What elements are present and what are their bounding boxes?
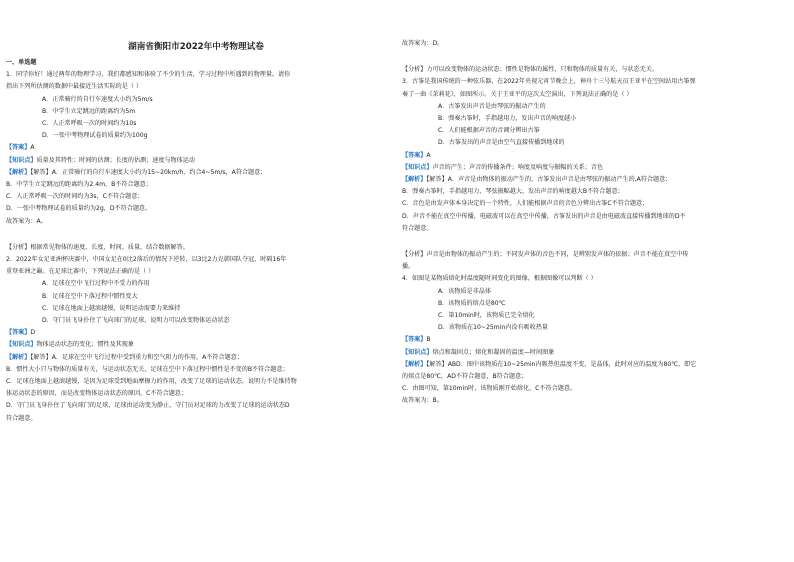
explanation-text: 【解答】A．声音是由物体的振动产生的，古筝发出声音是由琴弦的振动产生的,A符合题意；: [426, 176, 672, 184]
explanation-text: B．惯性大小只与物体的质量有关，与运动状态无关，足球在空中下落过程中惯性是不变的B不符合题意；: [6, 365, 289, 373]
explanation-text: 故答案为：B。: [402, 397, 443, 405]
option-c: C．第10min时，该物质已完全熔化: [438, 312, 535, 320]
question-stem: 4．如图是某物质熔化时温度随时间变化的图像，根据图像可以判断（ ）: [402, 275, 597, 283]
option-b: B．足球在空中下落过程中惯性变大: [42, 292, 138, 300]
question-stem: 指出下列所估测的数据中最接近生活实际的是（ ）: [6, 83, 142, 91]
explanation-text: 【解答】ABD．图中该物质在10~25min内吸热但温度不变，是晶体，此时对应的温度为80℃，即它: [426, 360, 697, 368]
explanation-text: C．足球在地面上越滚越慢，是因为足球受到地面摩擦力的作用，改变了足球的运动状态，说明力不是维持物: [6, 378, 297, 386]
explanation-text: C．音色是由发声体本身决定的一个特性，人们能根据声音的音色分辨出古筝C不符合题意；: [402, 200, 649, 208]
question-stem: 重登亚洲之巅。在足球比赛中，下列说法正确的是（ ）: [6, 268, 155, 276]
section-heading: 一、单选题: [6, 59, 37, 66]
knowledge-tag: 【知识点】: [6, 341, 37, 349]
option-c: C．足球在地面上越滚越慢，说明运动需要力来维持: [42, 304, 181, 312]
explanation-text: B．中学生立定跳远的距离约为2.4m，B不符合题意；: [6, 181, 152, 189]
explanation-line: [6, 167, 386, 179]
answer-tag: 【答案】: [6, 144, 31, 152]
explanation-tag: 【解析】: [6, 353, 31, 361]
option-b: B．弹奏古筝时，手指越用力，发出声音的响度越小: [438, 115, 577, 123]
knowledge-tag: 【知识点】: [6, 156, 37, 164]
knowledge-value: 物体运动状态的变化；惯性及其现象: [36, 341, 134, 349]
option-d: D．该物质在10~25min内没有吸收热量: [438, 324, 548, 332]
question-1: [6, 69, 386, 254]
answer-value: B: [426, 336, 431, 344]
answer-line: [402, 334, 782, 346]
question-stem: 2．2022年女足亚洲杯决赛中，中国女足在0比2落后的情况下逆转，以3比2力克韩国队夺冠，时隔16年: [6, 256, 287, 264]
analysis-text: 播。: [402, 263, 415, 271]
option-a: A．古筝发出声音是由琴弦的振动产生的: [438, 102, 546, 110]
question-stem: 1．同学你好！通过两年的物理学习，我们都感知和体验了不少的生活，学习过程中所遇到的物理量。请你: [6, 71, 291, 79]
explanation-text: D．声音不能在真空中传播，电磁波可以在真空中传播，古筝发出的声音是由电磁波直接传播到地球的D不: [402, 212, 686, 220]
explanation-text: D．一张中考物理试卷的质量约为2g，D不符合题意。: [6, 205, 152, 213]
option-a: A．足球在空中飞行过程中不受力的作用: [42, 280, 150, 288]
question-3: [402, 76, 782, 273]
explanation-text: 故答案为：A。: [6, 217, 47, 225]
explanation-text: C．由图可知，第10min时，该物质刚开始熔化，C不符合题意。: [402, 385, 577, 393]
explanation-line: [402, 359, 782, 371]
explanation-line: [402, 174, 782, 186]
option-d: D．守门员飞身扑住了飞向球门的足球，说明力可以改变物体运动状态: [42, 317, 230, 325]
analysis-text: 【分析】声音是由物体的振动产生的；不同发声体的音色不同，是辨别发声体的依据；声音不能在真空中传: [402, 251, 689, 259]
question-4: [402, 273, 782, 407]
knowledge-value: 质量及其特性；时间的估测；长度的估测；速度与物体运动: [36, 156, 195, 164]
explanation-text: 符合题意。: [402, 224, 433, 232]
answer-tag: 【答案】: [402, 151, 427, 159]
knowledge-value: 声音的产生；声音的传播条件；响度及响度与振幅的关系；音色: [432, 163, 604, 171]
knowledge-line: [402, 162, 782, 174]
answer-value: A: [426, 151, 431, 159]
explanation-tag: 【解析】: [6, 168, 31, 176]
analysis-text: 【分析】根据常见物体的速度、长度、时间、质量，结合数据解答。: [6, 243, 189, 251]
question-2: [6, 254, 386, 425]
answer-line: [402, 150, 782, 162]
explanation-text: 【解答】A．足球在空中飞行过程中受到重力和空气阻力的作用，A不符合题意；: [30, 353, 243, 361]
explanation-tag: 【解析】: [402, 360, 427, 368]
right-column: [402, 38, 782, 408]
option-b: B．该物质的熔点是80℃: [438, 299, 506, 307]
answer-conclusion: 故答案为：D。: [402, 40, 444, 47]
option-b: B．中学生立定跳远的距离约为5m: [42, 107, 136, 115]
analysis-text: 【分析】力可以改变物体的运动状态；惯性是物体的属性，只和物体的质量有关，与状态无关。: [402, 66, 658, 74]
answer-line: [6, 327, 386, 339]
answer-tag: 【答案】: [402, 336, 427, 344]
option-d: D．一张中考物理试卷的质量约为100g: [42, 132, 148, 140]
question-stem: 奏了一曲《茉莉花》，如图所示。关于王亚平的这次太空演出，下列说法正确的是（ ）: [402, 90, 633, 98]
knowledge-line: [6, 155, 386, 167]
answer-line: [6, 142, 386, 154]
explanation-text: C．人正常呼吸一次的时间约为3s，C不符合题意；: [6, 193, 144, 201]
option-a: A．该物质是非晶体: [438, 287, 491, 295]
option-c: C．人正常呼吸一次的时间约为10s: [42, 120, 137, 128]
page-title: 湖南省衡阳市2022年中考物理试卷: [128, 42, 264, 52]
knowledge-value: 熔点和凝固点；熔化和凝固的温度—时间图象: [432, 348, 555, 356]
explanation-text: 【解答】A．正常骑行的自行车速度大小约为15~20km/h，约合4~5m/s，A符合题意；: [30, 168, 267, 176]
left-column: [6, 0, 386, 425]
explanation-text: 体运动状态的原因，而是改变物体运动状态的原因，C不符合题意；: [6, 390, 187, 398]
answer-value: D: [30, 329, 36, 337]
explanation-tag: 【解析】: [402, 176, 427, 184]
explanation-text: D．守门员飞身扑住了飞向球门的足球，足球由运动变为静止，守门员对足球的力改变了足球的运动状态D: [6, 402, 290, 410]
question-stem: 3．古筝是我国传统的一种弦乐器，在2022年央视元宵节晚会上，神舟十三号航天员王亚平在空间站用古筝弹: [402, 78, 696, 86]
option-c: C．人们能根据声音的音调分辨出古筝: [438, 127, 540, 135]
option-a: A．正常骑行的自行车速度大小约为5m/s: [42, 95, 153, 103]
explanation-text: B．弹奏古筝时，手指越用力，琴弦振幅越大，发出声音的响度越大B不符合题意；: [402, 188, 624, 196]
explanation-line: [6, 352, 386, 364]
explanation-text: 符合题意。: [6, 414, 37, 422]
answer-tag: 【答案】: [6, 329, 31, 337]
answer-value: A: [30, 144, 35, 152]
explanation-text: 的熔点是80℃，AD不符合题意，B符合题意；: [402, 373, 528, 381]
knowledge-tag: 【知识点】: [402, 348, 433, 356]
option-d: D．古筝发出的声音是由空气直接传播到地球的: [438, 139, 565, 147]
knowledge-tag: 【知识点】: [402, 163, 433, 171]
knowledge-line: [6, 339, 386, 351]
knowledge-line: [402, 347, 782, 359]
